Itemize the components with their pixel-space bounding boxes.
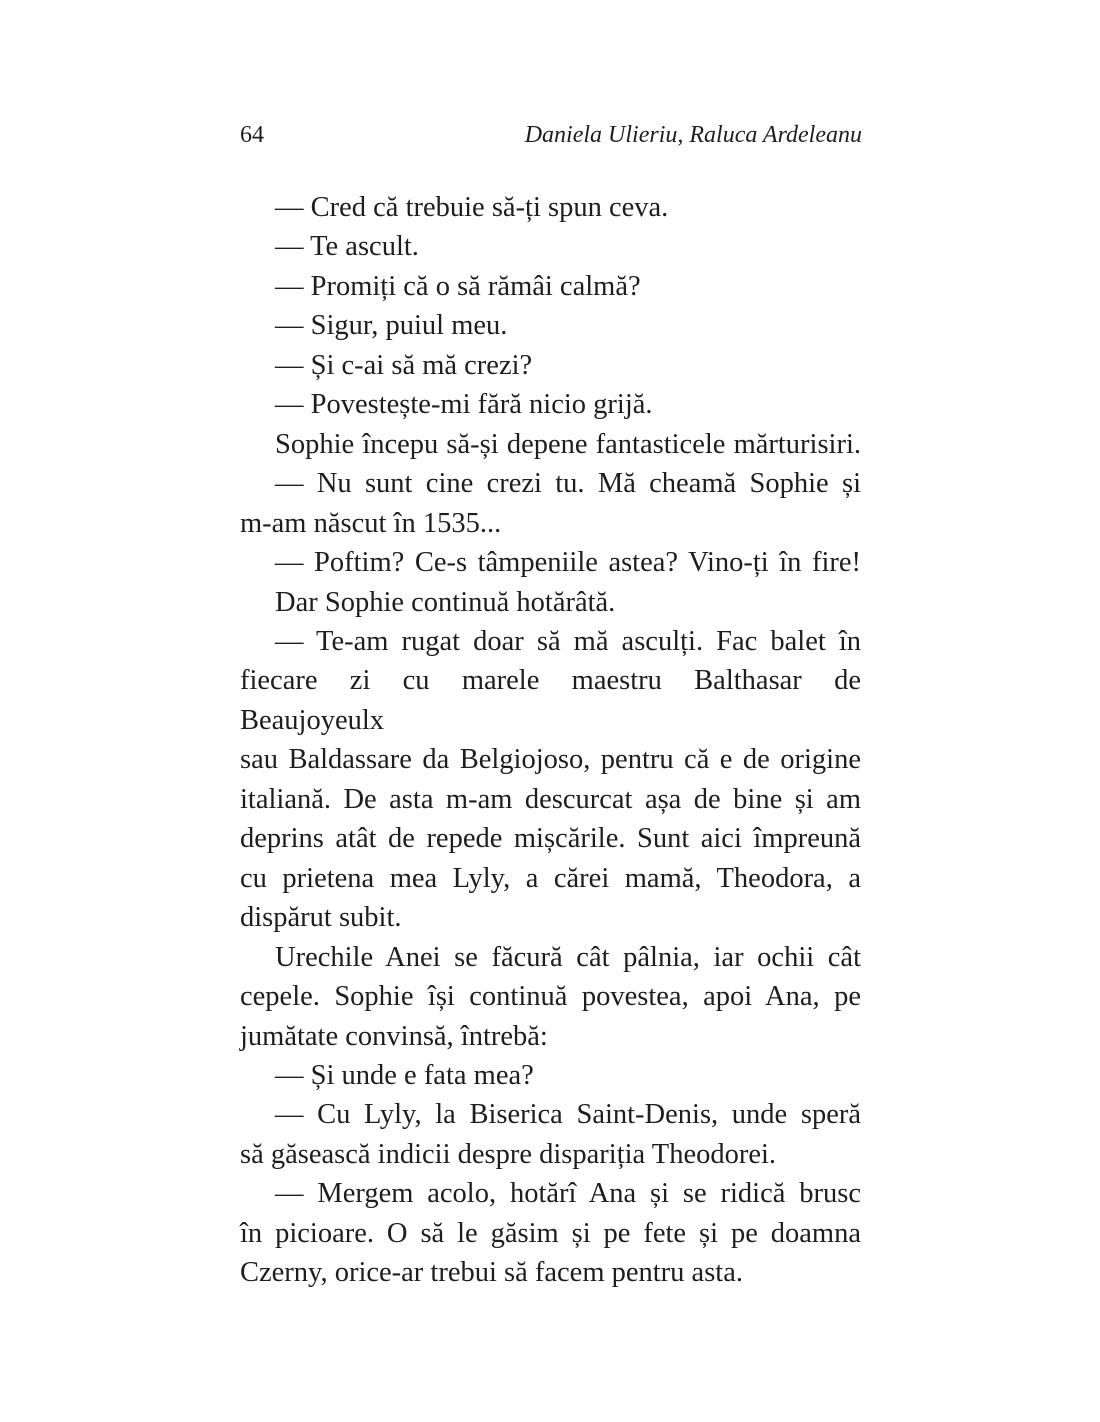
text-line: — Te ascult.: [275, 231, 419, 263]
text-line: dispărut subit.: [240, 902, 402, 934]
running-head: [240, 118, 862, 152]
text-line: — Sigur, puiul meu.: [275, 310, 508, 342]
body-text: [240, 188, 861, 1293]
text-line: jumătate convinsă, întrebă:: [240, 1020, 548, 1052]
text-line: fiecare zi cu marele maestru Balthasar de Beaujoyeulx: [240, 665, 861, 736]
text-line: — Mergem acolo, hotărî Ana și se ridică brusc: [275, 1178, 861, 1210]
text-line: Dar Sophie continuă hotărâtă.: [275, 586, 616, 618]
text-line: — Cred că trebuie să-ți spun ceva.: [275, 192, 669, 223]
text-line: — Și unde e fata mea?: [275, 1059, 534, 1091]
text-line: italiană. De asta m-am descurcat așa de bine și am: [240, 783, 861, 815]
text-line: deprins atât de repede mișcările. Sunt aici împreună: [240, 823, 861, 855]
page-number: 64: [240, 122, 264, 148]
text-line: în picioare. O să le găsim și pe fete și pe doamna: [240, 1217, 861, 1249]
text-line: — Cu Lyly, la Biserica Saint-Denis, unde speră: [275, 1099, 861, 1131]
text-line: Sophie începu să-și depene fantasticele mărturisiri.: [275, 428, 861, 460]
text-line: m-am născut în 1535...: [240, 507, 502, 539]
text-line: cu prietena mea Lyly, a cărei mamă, Theodora, a: [240, 862, 861, 894]
text-line: sau Baldassare da Belgiojoso, pentru că e de origine: [240, 744, 861, 776]
text-line: — Povestește-mi fără nicio grijă.: [275, 389, 653, 421]
running-head-authors: Daniela Ulieriu, Raluca Ardeleanu: [524, 122, 862, 148]
text-line: cepele. Sophie își continuă povestea, apoi Ana, pe: [240, 981, 861, 1013]
text-line: Urechile Anei se făcură cât pâlnia, iar ochii cât: [275, 941, 861, 973]
text-line: — Și c-ai să mă crezi?: [275, 349, 533, 381]
text-line: — Poftim? Ce-s tâmpeniile astea? Vino-ți în fire!: [275, 547, 861, 579]
text-line: să găsească indicii despre dispariția Theodorei.: [240, 1138, 777, 1170]
text-line: — Promiți că o să rămâi calmă?: [275, 270, 641, 302]
text-line: — Te-am rugat doar să mă asculți. Fac balet în: [275, 625, 861, 657]
text-line: — Nu sunt cine crezi tu. Mă cheamă Sophie și: [275, 468, 861, 500]
text-line: Czerny, orice-ar trebui să facem pentru asta.: [240, 1257, 743, 1289]
